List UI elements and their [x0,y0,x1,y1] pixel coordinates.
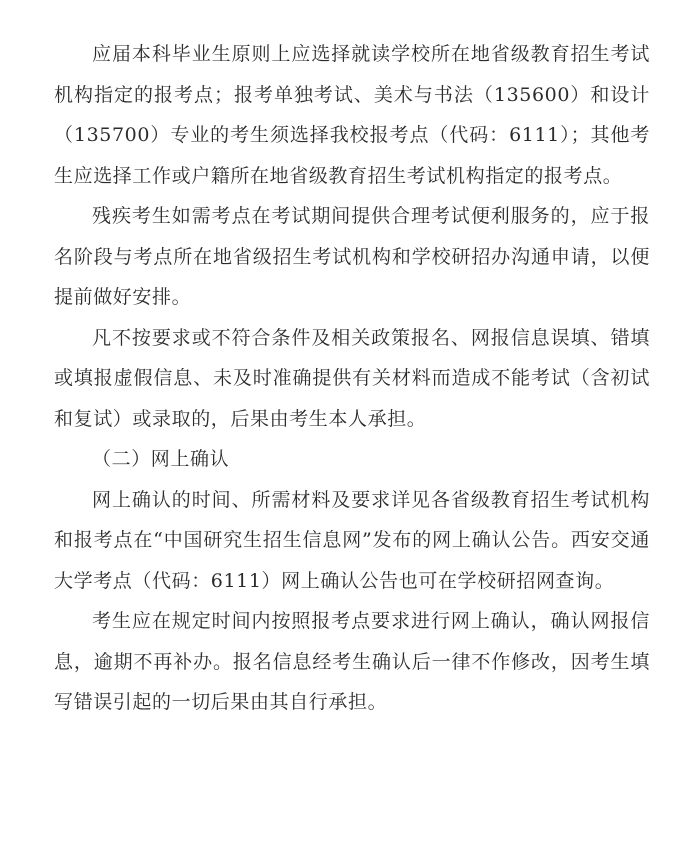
section-heading-online-confirmation: （二）网上确认 [92,448,230,470]
paragraph-consequences: 凡不按要求或不符合条件及相关政策报名、网报信息误填、错填或填报虚假信息、未及时准确提供有关材料而造成不能考试（含初试和复试）或录取的，后果由考生本人承担。 [54,326,650,430]
paragraph-confirmation-details: 网上确认的时间、所需材料及要求详见各省级教育招生考试机构和报考点在“中国研究生招生信息网”发布的网上确认公告。西安交通大学考点（代码：6111）网上确认公告也可在学校研招网查询。 [54,488,650,592]
paragraph-confirmation-requirements: 考生应在规定时间内按照报考点要求进行网上确认，确认网报信息，逾期不再补办。报名信息经考生确认后一律不作修改，因考生填写错误引起的一切后果由其自行承担。 [54,610,650,713]
paragraph-disabled-candidates: 残疾考生如需考点在考试期间提供合理考试便利服务的，应于报名阶段与考点所在地省级招生考试机构和学校研招办沟通申请，以便提前做好安排。 [54,205,650,308]
paragraph-exam-site-selection: 应届本科毕业生原则上应选择就读学校所在地省级教育招生考试机构指定的报考点；报考单独考试、美术与书法（135600）和设计（135700）专业的考生须选择我校报考点（代码：6111）；其他考生应选择工作或户籍所在地省级教育招生考试机构指定的报考点。 [54,43,650,187]
